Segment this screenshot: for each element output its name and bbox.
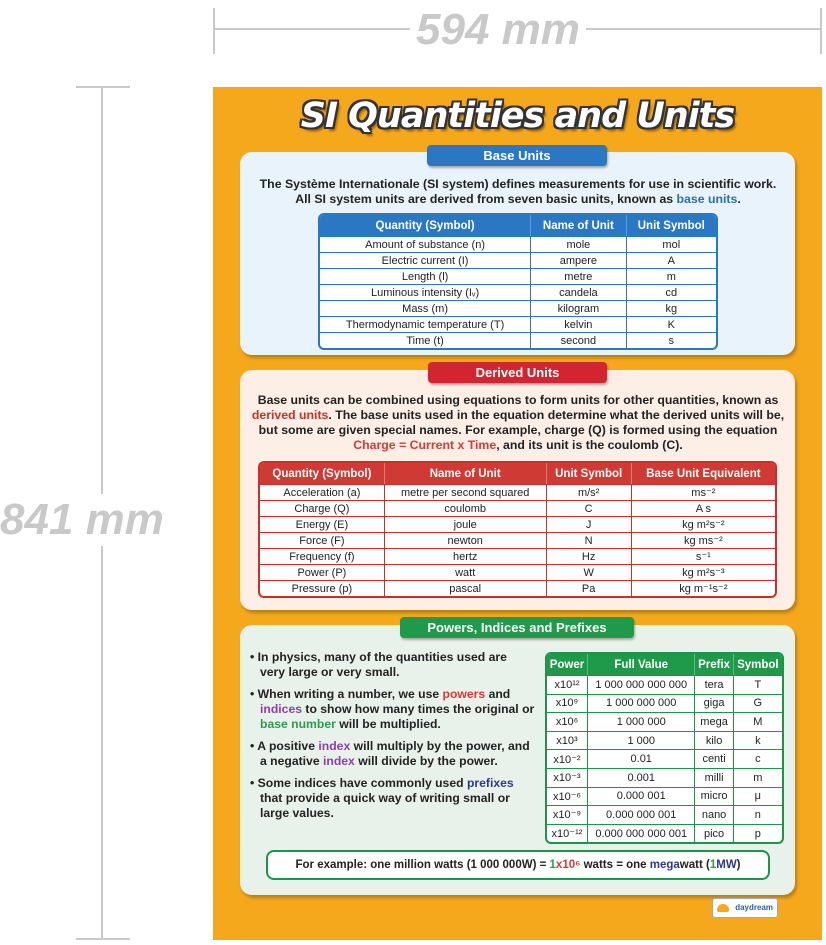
bullet-item [250,776,535,821]
base-units-intro [258,177,778,207]
table-row [547,712,782,731]
table-cell: T [733,675,782,694]
text-segment: The Système Internationale (SI system) defines measurements for use in scientific work. All SI system units are derived from seven basic units, known as [259,177,777,206]
table-cell: Force (F) [260,532,384,548]
table-cell: Frequency (f) [260,548,384,564]
table-row [320,284,716,300]
table-cell: Amount of substance (n) [320,236,530,252]
text-segment: will divide by the power. [354,754,498,768]
column-header: Symbol [733,654,782,675]
text-segment: that provide a quick way of writing small or large values. [260,791,510,820]
table-cell: Time (t) [320,332,530,348]
table-cell: kg ms⁻² [631,532,775,548]
table-cell: coulomb [384,500,546,516]
table-row [547,731,782,750]
highlight-segment: x10⁶ [555,859,581,871]
text-segment: watt ( [679,859,710,871]
table-cell: N [546,532,631,548]
column-header: Quantity (Symbol) [320,215,530,236]
table-cell: A [626,252,716,268]
table-cell: A s [631,500,775,516]
highlight-segment: derived units [251,408,329,422]
text-segment: , and its unit is the coulomb (C). [496,438,683,452]
table-cell: Hz [546,548,631,564]
table-cell: tera [694,675,732,694]
table-cell: 1 000 000 000 [587,694,694,713]
table-cell: mega [694,712,732,731]
highlight-segment: base number [260,717,336,731]
table-cell: J [546,516,631,532]
table-cell: ampere [530,252,625,268]
table-row [260,500,775,516]
table-cell: Thermodynamic temperature (T) [320,316,530,332]
table-cell: μ [733,787,782,806]
table-header-row [547,654,782,675]
highlight-segment: indices [260,702,302,716]
table-cell: kilo [694,731,732,750]
text-segment: . [737,192,741,206]
table-cell: 0.001 [587,768,694,787]
table-cell: 0.000 000 001 [587,805,694,824]
table-row [320,316,716,332]
column-header: Full Value [587,654,694,675]
table-cell: Mass (m) [320,300,530,316]
derived-units-table [258,461,777,598]
table-cell: x10⁻⁶ [547,787,587,806]
text-segment: . The base units used in the equation determine what the derived units will be, but some are given special names. For example, charge (Q) is formed using the equation [258,408,785,437]
column-header: Quantity (Symbol) [260,463,384,484]
highlight-segment: MW [716,859,737,871]
powers-bullet-list [250,650,535,828]
height-label: 841 mm [0,495,164,544]
table-row [320,332,716,348]
table-row [547,675,782,694]
table-cell: Pa [546,580,631,596]
table-row [260,484,775,500]
table-cell: G [733,694,782,713]
table-cell: nano [694,805,732,824]
table-cell: c [733,749,782,768]
table-cell: micro [694,787,732,806]
table-row [260,532,775,548]
table-row [260,564,775,580]
table-cell: Charge (Q) [260,500,384,516]
table-cell: giga [694,694,732,713]
table-cell: metre per second squared [384,484,546,500]
table-row [260,548,775,564]
table-cell: 1 000 000 000 000 [587,675,694,694]
table-cell: k [733,731,782,750]
table-cell: kg m²s⁻² [631,516,775,532]
poster-title: SI Quantities and Units [300,96,735,136]
text-segment: A positive [257,739,319,753]
table-cell: Pressure (p) [260,580,384,596]
table-cell: watt [384,564,546,580]
daydream-logo: daydream [712,898,778,918]
table-cell: pico [694,824,732,843]
text-segment: will multiply by the power, and a negative [260,739,530,768]
table-row [547,805,782,824]
table-row [547,694,782,713]
table-cell: kg m²s⁻³ [631,564,775,580]
width-label: 594 mm [410,8,586,52]
text-segment: and [485,687,511,701]
table-cell: kilogram [530,300,625,316]
table-row [547,749,782,768]
table-cell: W [546,564,631,580]
table-cell: x10⁻¹² [547,824,587,843]
column-header: Power [547,654,587,675]
highlight-segment: 1 [549,859,556,871]
table-cell: 1 000 [587,731,694,750]
table-cell: m [733,768,782,787]
table-cell: x10¹² [547,675,587,694]
highlight-segment: prefixes [466,776,514,790]
table-cell: K [626,316,716,332]
table-cell: Electric current (I) [320,252,530,268]
column-header: Unit Symbol [546,463,631,484]
highlight-segment: mega [649,859,680,871]
highlight-segment: base units [676,192,738,206]
table-cell: mol [626,236,716,252]
table-cell: x10⁻³ [547,768,587,787]
highlight-segment: index [323,754,355,768]
table-cell: Length (l) [320,268,530,284]
table-cell: mole [530,236,625,252]
width-tick-left [213,8,215,54]
table-cell: x10⁻² [547,749,587,768]
text-segment: When writing a number, we use [257,687,443,701]
bullet-item [250,739,535,769]
table-cell: n [733,805,782,824]
derived-units-intro [248,393,788,453]
table-cell: joule [384,516,546,532]
table-cell: kg m⁻¹s⁻² [631,580,775,596]
table-cell: pascal [384,580,546,596]
text-segment: Some indices have commonly used [257,776,467,790]
column-header: Base Unit Equivalent [631,463,775,484]
table-cell: milli [694,768,732,787]
table-cell: x10⁻⁹ [547,805,587,824]
height-tick-bottom [76,938,130,940]
text-segment: ) [736,859,741,871]
table-cell: newton [384,532,546,548]
table-cell: x10⁶ [547,712,587,731]
table-row [547,787,782,806]
base-units-heading: Base Units [427,145,607,166]
highlight-segment: index [318,739,351,753]
column-header: Prefix [694,654,732,675]
table-header-row [260,463,775,484]
table-header-row [320,215,716,236]
table-cell: candela [530,284,625,300]
table-cell: second [530,332,625,348]
table-cell: m [626,268,716,284]
prefix-table [545,652,784,844]
table-cell: p [733,824,782,843]
highlight-segment: 1 [709,859,717,871]
table-cell: hertz [384,548,546,564]
column-header: Unit Symbol [626,215,716,236]
base-units-table [318,213,718,350]
table-row [547,768,782,787]
text-segment: to show how many times the original or [302,702,535,716]
table-row [320,268,716,284]
table-cell: metre [530,268,625,284]
table-cell: x10³ [547,731,587,750]
bullet-item [250,687,535,732]
bullet-item [250,650,535,680]
table-cell: kg [626,300,716,316]
table-cell: ms⁻² [631,484,775,500]
text-segment: watts = one [580,859,650,871]
table-row [320,236,716,252]
text-segment: will be multiplied. [335,717,441,731]
table-row [260,580,775,596]
table-cell: s [626,332,716,348]
text-segment: For example: one million watts (1 000 000W) = [295,859,550,871]
table-cell: 0.000 001 [587,787,694,806]
highlight-segment: Charge = Current x Time [353,438,497,452]
table-cell: centi [694,749,732,768]
table-cell: x10⁹ [547,694,587,713]
table-row [320,300,716,316]
column-header: Name of Unit [530,215,625,236]
text-segment: In physics, many of the quantities used are very large or very small. [257,650,507,679]
table-cell: cd [626,284,716,300]
powers-heading: Powers, Indices and Prefixes [400,617,634,638]
text-segment: Base units can be combined using equations to form units for other quantities, known as [257,393,779,407]
highlight-segment: powers [442,687,486,701]
table-cell: 0.000 000 000 001 [587,824,694,843]
example-box [266,850,770,880]
table-cell: kelvin [530,316,625,332]
table-cell: Acceleration (a) [260,484,384,500]
column-header: Name of Unit [384,463,546,484]
table-cell: s⁻¹ [631,548,775,564]
table-row [260,516,775,532]
table-cell: M [733,712,782,731]
derived-units-heading: Derived Units [428,362,607,383]
table-cell: m/s² [546,484,631,500]
height-tick-top [76,86,130,88]
table-cell: Power (P) [260,564,384,580]
table-cell: C [546,500,631,516]
table-row [547,824,782,843]
width-tick-right [820,8,822,54]
table-cell: 0.01 [587,749,694,768]
table-cell: Energy (E) [260,516,384,532]
table-cell: Luminous intensity (Iᵥ) [320,284,530,300]
table-cell: 1 000 000 [587,712,694,731]
table-row [320,252,716,268]
